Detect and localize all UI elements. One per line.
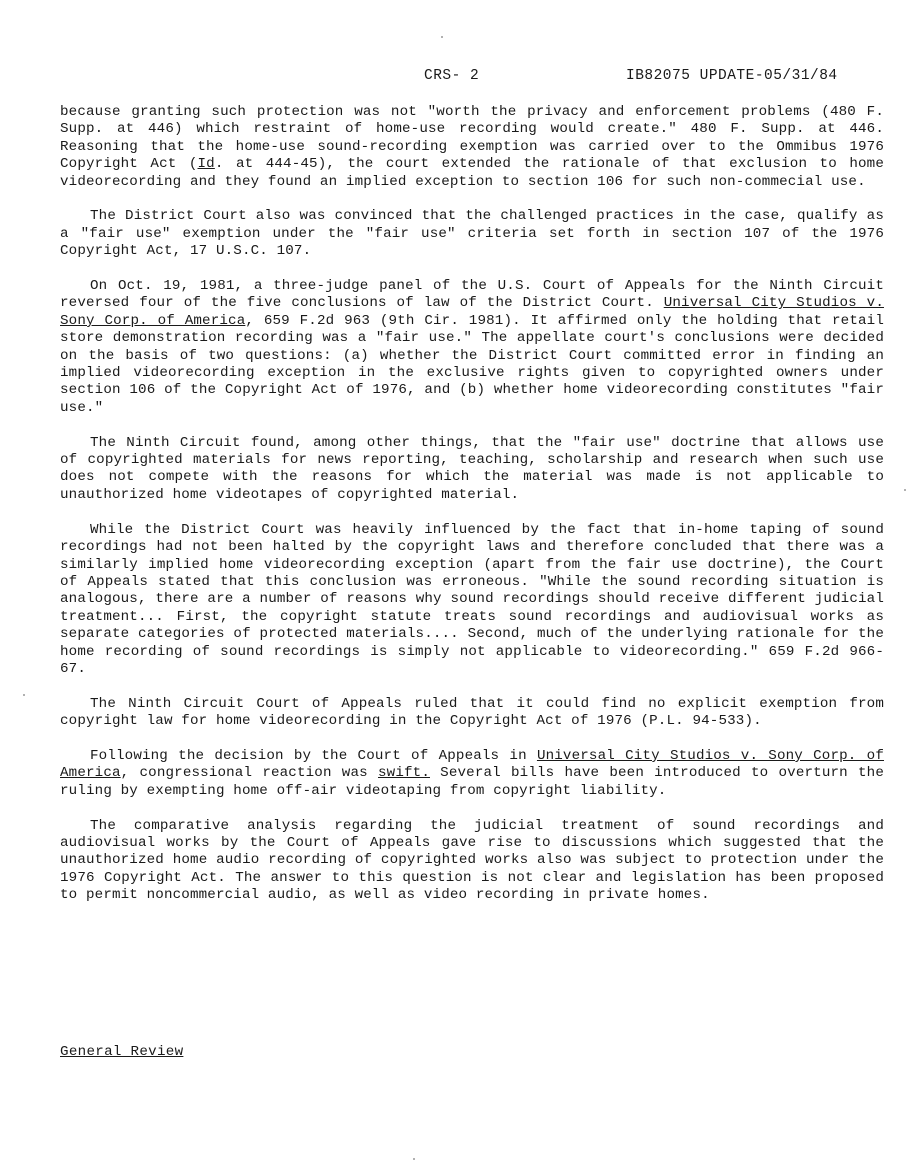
case-name-citation-2: Universal City Studios v. Sony Corp. of America: [60, 747, 884, 782]
paragraph-7-text-b: , congressional reaction was: [120, 765, 378, 782]
paragraph-1-text-a: because granting such protection was not "worth the privacy and enforcement problems (480 F. Supp. at 446) which restraint of home-use recording would create." 480 F. Supp. at 446. Reasoning that the home-use sound-recording exemption was carried over to the Ommibus 1976 Copyright Act (: [60, 104, 884, 173]
paragraph-7-text-c: Several bills have been introduced to overturn the ruling by exempting home off-air videotaping from copyright liability.: [60, 765, 884, 799]
paragraph-3-text-a: On Oct. 19, 1981, a three-judge panel of the U.S. Court of Appeals for the Ninth Circuit reversed four of the five conclusions of law of the District Court.: [60, 278, 884, 312]
scan-speck: [413, 1158, 415, 1160]
paragraph-6-text: The Ninth Circuit Court of Appeals ruled that it could find no explicit exemption from copyright law for home videorecording in the Copyright Act of 1976 (P.L. 94-533).: [60, 695, 884, 730]
case-name-citation: Universal City Studios v. Sony Corp. of America: [60, 295, 884, 329]
section-heading: General Review: [60, 1044, 184, 1060]
paragraph-8-text: The comparative analysis regarding the judicial treatment of sound recordings and audiovisual works by the Court of Appeals gave rise to discussions which suggested that the unauthorized home audio recording of copyrighted works also was subject to protection under the 1976 Copyright Act. The answer to this question is not clear and legislation has been proposed to permit noncommercial audio, as well as video recording in private homes.: [60, 817, 884, 904]
page-header: [0, 68, 920, 88]
paragraph-5: [60, 522, 884, 679]
scan-speck: [441, 36, 443, 38]
paragraph-3: [60, 278, 884, 417]
paragraph-1: [60, 104, 884, 191]
citation-id: Id: [197, 156, 215, 173]
body-text: [60, 104, 884, 905]
paragraph-1-text-b: . at 444-45), the court extended the rationale of that exclusion to home videorecording and they found an implied exception to section 106 for such non-commecial use.: [60, 156, 884, 190]
paragraph-5-text: While the District Court was heavily influenced by the fact that in-home taping of sound recordings had not been halted by the copyright laws and therefore concluded that there was a similarly implied home videorecording exception (apart from the fair use doctrine), the Court of Appeals stated that this conclusion was erroneous. "While the sound recording situation is analogous, there are a number of reasons why sound recordings should receive different judicial treatment... First, the copyright statute treats sound recordings and audiovisual works as separate categories of protected materials.... Second, much of the underlying rationale for the home recording of sound recordings is simply not applicable to videorecording." 659 F.2d 966-67.: [60, 521, 884, 677]
paragraph-7-text-a: Following the decision by the Court of Appeals in: [90, 747, 537, 764]
document-id: IB82075 UPDATE-05/31/84: [626, 68, 838, 84]
paragraph-7: [60, 748, 884, 800]
scan-speck: [904, 489, 906, 491]
paragraph-8: [60, 818, 884, 905]
paragraph-6: [60, 696, 884, 731]
paragraph-2: [60, 208, 884, 260]
page-number: CRS- 2: [424, 68, 480, 84]
underlined-word: swift.: [378, 765, 430, 782]
scan-speck: [23, 694, 25, 696]
paragraph-2-text: The District Court also was convinced that the challenged practices in the case, qualify as a "fair use" exemption under the "fair use" criteria set forth in section 107 of the 1976 Copyright Act, 17 U.S.C. 107.: [60, 208, 884, 260]
paragraph-3-text-b: , 659 F.2d 963 (9th Cir. 1981). It affirmed only the holding that retail store demonstration recording was a "fair use." The appellate court's conclusions were decided on the basis of two questions: (a) whether the District Court committed error in finding an implied videorecording exception in the exclusive rights given to copyrighted owners under section 106 of the Copyright Act of 1976, and (b) whether home videorecording constitutes "fair use.": [60, 312, 884, 416]
paragraph-4-text: The Ninth Circuit found, among other things, that the "fair use" doctrine that allows use of copyrighted materials for news reporting, teaching, scholarship and research when such use does not compete with the reasons for which the material was made is not applicable to unauthorized home videotapes of copyrighted material.: [60, 434, 884, 503]
paragraph-4: [60, 435, 884, 505]
